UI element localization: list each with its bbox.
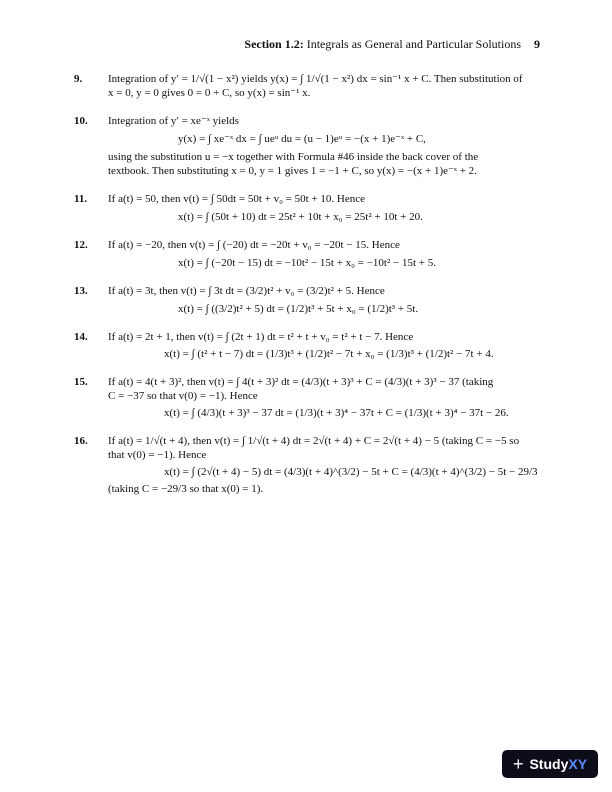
display-equation: x(t) = ∫ (−20t − 15) dt = −10t² − 15t + x₀ = −10t² − 15t + 5. [178,257,436,269]
display-equation: x(t) = ∫ (2√(t + 4) − 5) dt = (4/3)(t + 4)^(3/2) − 5t + C = (4/3)(t + 4)^(3/2) − 5t − 29/3 [164,466,538,478]
problem-13 [74,284,544,316]
problem-16 [74,434,544,496]
problem-line: If a(t) = 2t + 1, then v(t) = ∫ (2t + 1) dt = t² + t + v₀ = t² + t − 7. Hence [108,331,414,343]
page-header [244,37,540,52]
problem-line: Integration of y′ = xe⁻ˣ yields [108,115,239,127]
problem-number: 13. [74,285,88,297]
problem-line: textbook. Then substituting x = 0, y = 1 gives 1 = −1 + C, so y(x) = −(x + 1)e⁻ˣ + 2. [108,165,477,177]
problem-9 [74,72,544,100]
plus-icon: + [512,753,524,774]
problem-line: If a(t) = 1/√(t + 4), then v(t) = ∫ 1/√(t + 4) dt = 2√(t + 4) + C = 2√(t + 4) − 5 (taking C = −5 so [108,435,520,447]
display-equation: x(t) = ∫ (4/3)(t + 3)³ − 37 dt = (1/3)(t + 3)⁴ − 37t + C = (1/3)(t + 3)⁴ − 37t − 26. [164,407,509,419]
section-title: Integrals as General and Particular Solutions [306,37,521,51]
problem-number: 14. [74,331,88,343]
display-equation: x(t) = ∫ ((3/2)t² + 5) dt = (1/2)t³ + 5t + x₀ = (1/2)t³ + 5t. [178,303,419,315]
problem-number: 10. [74,115,88,127]
problem-line: If a(t) = −20, then v(t) = ∫ (−20) dt = −20t + v₀ = −20t − 15. Hence [108,239,400,251]
logo-text: Study [529,756,569,772]
display-equation: x(t) = ∫ (t² + t − 7) dt = (1/3)t³ + (1/2)t² − 7t + x₀ = (1/3)t³ + (1/2)t² − 7t + 4. [164,348,494,360]
problem-14 [74,330,544,361]
problem-line: using the substitution u = −x together with Formula #46 inside the back cover of the [108,151,479,163]
problem-line: If a(t) = 4(t + 3)², then v(t) = ∫ 4(t + 3)² dt = (4/3)(t + 3)³ + C = (4/3)(t + 3)³ − 37 (taking [108,376,494,388]
page-number: 9 [534,37,540,51]
problem-line: (taking C = −29/3 so that x(0) = 1). [108,483,264,495]
problem-number: 9. [74,73,83,85]
problem-number: 16. [74,435,88,447]
logo-text-accent: XY [568,756,588,772]
problem-line: that v(0) = −1). Hence [108,449,207,461]
problem-line: If a(t) = 3t, then v(t) = ∫ 3t dt = (3/2)t² + v₀ = (3/2)t² + 5. Hence [108,285,385,297]
problem-line: Integration of y′ = 1/√(1 − x²) yields y(x) = ∫ 1/√(1 − x²) dx = sin⁻¹ x + C. Then substitution of [108,73,523,85]
display-equation: x(t) = ∫ (50t + 10) dt = 25t² + 10t + x₀ = 25t² + 10t + 20. [178,211,423,223]
problem-11 [74,192,544,224]
problem-line: C = −37 so that v(0) = −1). Hence [108,390,258,402]
problem-12 [74,238,544,270]
display-equation: y(x) = ∫ xe⁻ˣ dx = ∫ ueᵘ du = (u − 1)eᵘ = −(x + 1)e⁻ˣ + C, [178,133,426,145]
problem-number: 12. [74,239,88,251]
problem-list [74,72,544,510]
problem-number: 11. [74,193,88,205]
section-label: Section 1.2: [244,37,304,51]
problem-10 [74,114,544,178]
problem-number: 15. [74,376,88,388]
problem-line: x = 0, y = 0 gives 0 = 0 + C, so y(x) = sin⁻¹ x. [108,87,311,99]
problem-line: If a(t) = 50, then v(t) = ∫ 50dt = 50t + v₀ = 50t + 10. Hence [108,193,365,205]
problem-15 [74,375,544,420]
studyxy-logo[interactable] [502,750,598,778]
